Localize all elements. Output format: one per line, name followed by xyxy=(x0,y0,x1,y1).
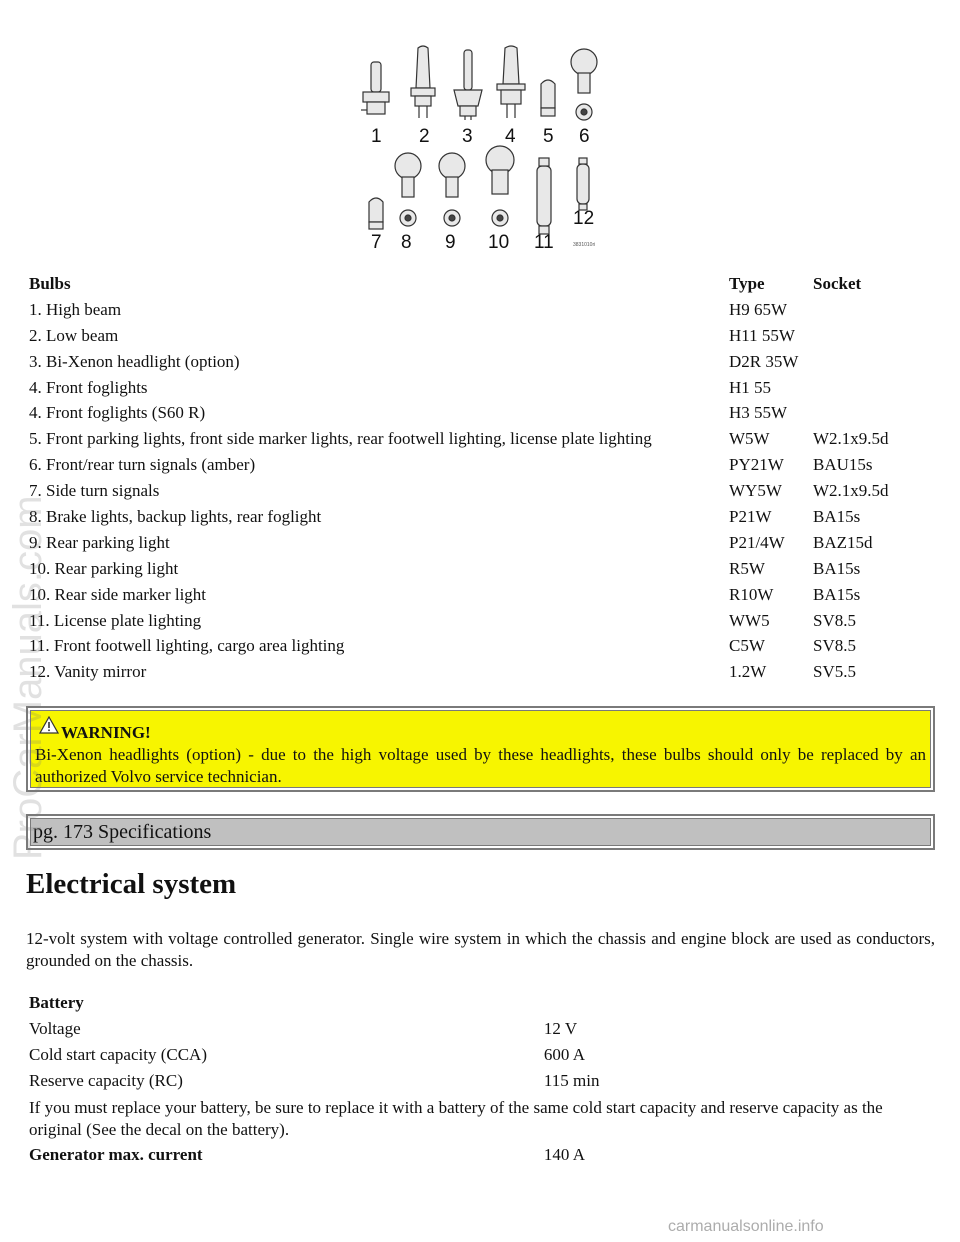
bulb-9-shape xyxy=(439,153,465,226)
battery-heading: Battery xyxy=(29,993,84,1012)
bulb-11-shape xyxy=(537,158,551,234)
bulb-type: P21/4W xyxy=(729,532,785,552)
bulb-name: 12. Vanity mirror xyxy=(29,662,147,682)
table-row xyxy=(26,556,930,582)
table-row xyxy=(26,452,930,478)
bulb-type: H1 55 xyxy=(729,377,772,397)
bulb-10-shape xyxy=(486,146,514,226)
bulb-socket: SV8.5 xyxy=(813,636,856,656)
spec-value: 12 V xyxy=(543,1019,578,1038)
table-row xyxy=(26,349,930,375)
spec-label: Cold start capacity (CCA) xyxy=(29,1045,207,1064)
watermark-bottom: carmanualsonline.info xyxy=(668,1218,824,1235)
figure-code: 3831010ri xyxy=(573,242,596,248)
table-row xyxy=(26,297,930,323)
table-row xyxy=(26,1042,896,1068)
table-row xyxy=(26,1016,896,1042)
bulb-5-shape xyxy=(541,80,555,116)
figure-number-7: 7 xyxy=(371,232,382,253)
bulb-type: D2R 35W xyxy=(729,351,799,371)
bulb-figure xyxy=(355,40,611,258)
bulb-type: H9 65W xyxy=(729,299,788,319)
header-socket: Socket xyxy=(813,273,862,293)
bulb-socket: SV8.5 xyxy=(813,610,856,630)
bulb-2-shape xyxy=(411,46,435,118)
generator-label: Generator max. current xyxy=(29,1145,203,1164)
table-row xyxy=(26,633,930,659)
bulb-type: R5W xyxy=(729,558,765,578)
bulb-name: 1. High beam xyxy=(29,299,122,319)
bulb-socket xyxy=(810,400,930,426)
bulb-type: WW5 xyxy=(729,610,770,630)
figure-number-4: 4 xyxy=(505,126,516,147)
spec-label: Reserve capacity (RC) xyxy=(29,1071,183,1090)
bulbs-table xyxy=(26,271,930,685)
electrical-table xyxy=(26,990,896,1168)
figure-number-3: 3 xyxy=(462,126,473,147)
table-row xyxy=(26,608,930,634)
warning-text: Bi-Xenon headlights (option) - due to the high voltage used by these headlights, these bulbs should only be replaced by an authorized Volvo service technician. xyxy=(35,745,926,786)
bulb-type: H3 55W xyxy=(729,403,788,423)
bulb-name: 5. Front parking lights, front side marker lights, rear footwell lighting, license plate lighting xyxy=(29,429,652,449)
bulb-name: 6. Front/rear turn signals (amber) xyxy=(29,455,256,475)
figure-number-5: 5 xyxy=(543,126,554,147)
bulb-name: 10. Rear side marker light xyxy=(29,584,207,604)
generator-value: 140 A xyxy=(543,1145,585,1164)
table-row xyxy=(26,400,930,426)
bulb-name: 7. Side turn signals xyxy=(29,481,160,501)
table-row xyxy=(26,582,930,608)
table-row xyxy=(26,1068,896,1094)
warning-title xyxy=(35,722,926,744)
warning-box xyxy=(26,706,935,792)
warning-title-text: WARNING! xyxy=(61,723,151,742)
bulb-socket: BA15s xyxy=(813,506,861,526)
bulb-socket: BAZ15d xyxy=(813,532,873,552)
table-row xyxy=(26,1142,896,1168)
bulb-socket: BAU15s xyxy=(813,455,873,475)
bulb-name: 10. Rear parking light xyxy=(29,558,179,578)
bulb-illustration xyxy=(355,40,611,258)
bulb-type: PY21W xyxy=(729,455,784,475)
table-row xyxy=(26,426,930,452)
bulb-socket: W2.1x9.5d xyxy=(813,481,889,501)
bulb-name: 9. Rear parking light xyxy=(29,532,170,552)
spec-label: Voltage xyxy=(29,1019,81,1038)
header-type: Type xyxy=(729,273,765,293)
bulb-type: R10W xyxy=(729,584,774,604)
spec-value: 600 A xyxy=(543,1045,585,1064)
bulb-socket: W2.1x9.5d xyxy=(813,429,889,449)
bulb-name: 4. Front foglights xyxy=(29,377,148,397)
bulbs-table-header xyxy=(26,271,930,297)
table-row xyxy=(26,478,930,504)
bulb-socket: SV5.5 xyxy=(813,662,856,682)
bulb-3-shape xyxy=(454,50,482,120)
table-row xyxy=(26,323,930,349)
figure-number-11: 11 xyxy=(534,232,554,253)
intro-paragraph: 12-volt system with voltage controlled generator. Single wire system in which the chassis and engine block are used as conductors, grounded on the chassis. xyxy=(26,929,935,970)
watermark-left xyxy=(6,495,56,860)
bulb-4-shape xyxy=(497,46,525,118)
bulb-socket xyxy=(810,349,930,375)
figure-number-12: 12 xyxy=(573,208,595,229)
bulb-type: C5W xyxy=(729,636,765,656)
bulb-name: 2. Low beam xyxy=(29,325,119,345)
table-row xyxy=(26,375,930,401)
bulb-7-shape xyxy=(369,198,383,229)
bulb-socket: BA15s xyxy=(813,558,861,578)
bulb-type: 1.2W xyxy=(729,662,767,682)
bulb-12-shape xyxy=(577,158,589,210)
bulb-socket: BA15s xyxy=(813,584,861,604)
figure-number-1: 1 xyxy=(371,126,382,147)
table-row xyxy=(26,1094,896,1142)
bulb-1-shape xyxy=(361,62,389,114)
bulb-socket xyxy=(810,323,930,349)
bulb-name: 3. Bi-Xenon headlight (option) xyxy=(29,351,240,371)
bulb-type: W5W xyxy=(729,429,770,449)
bulb-6-shape xyxy=(571,49,597,120)
header-bulbs: Bulbs xyxy=(29,273,71,293)
table-row xyxy=(26,530,930,556)
table-row xyxy=(26,504,930,530)
battery-note: If you must replace your battery, be sure to replace it with a battery of the same cold start capacity and reserve capacity as the original (See the decal on the battery). xyxy=(29,1098,883,1139)
figure-number-8: 8 xyxy=(401,232,412,253)
bulb-type: WY5W xyxy=(729,481,782,501)
bulb-type: H11 55W xyxy=(729,325,795,345)
bulb-socket xyxy=(810,297,930,323)
table-row xyxy=(26,990,896,1016)
section-title: Electrical system xyxy=(26,868,237,900)
bulb-name: 4. Front foglights (S60 R) xyxy=(29,403,206,423)
figure-number-10: 10 xyxy=(488,232,510,253)
figure-number-2: 2 xyxy=(419,126,430,147)
page-heading-bar: pg. 173 Specifications xyxy=(26,814,935,850)
bulb-name: 11. Front footwell lighting, cargo area lighting xyxy=(29,636,345,656)
bulb-8-shape xyxy=(395,153,421,226)
figure-number-9: 9 xyxy=(445,232,456,253)
bulb-socket xyxy=(810,375,930,401)
watermark-left-text: ProCarManuals.com xyxy=(6,495,50,860)
bulb-name: 11. License plate lighting xyxy=(29,610,202,630)
table-row xyxy=(26,659,930,685)
bulb-type: P21W xyxy=(729,506,772,526)
spec-value: 115 min xyxy=(543,1071,600,1090)
figure-number-6: 6 xyxy=(579,126,590,147)
bulb-name: 8. Brake lights, backup lights, rear foglight xyxy=(29,506,322,526)
